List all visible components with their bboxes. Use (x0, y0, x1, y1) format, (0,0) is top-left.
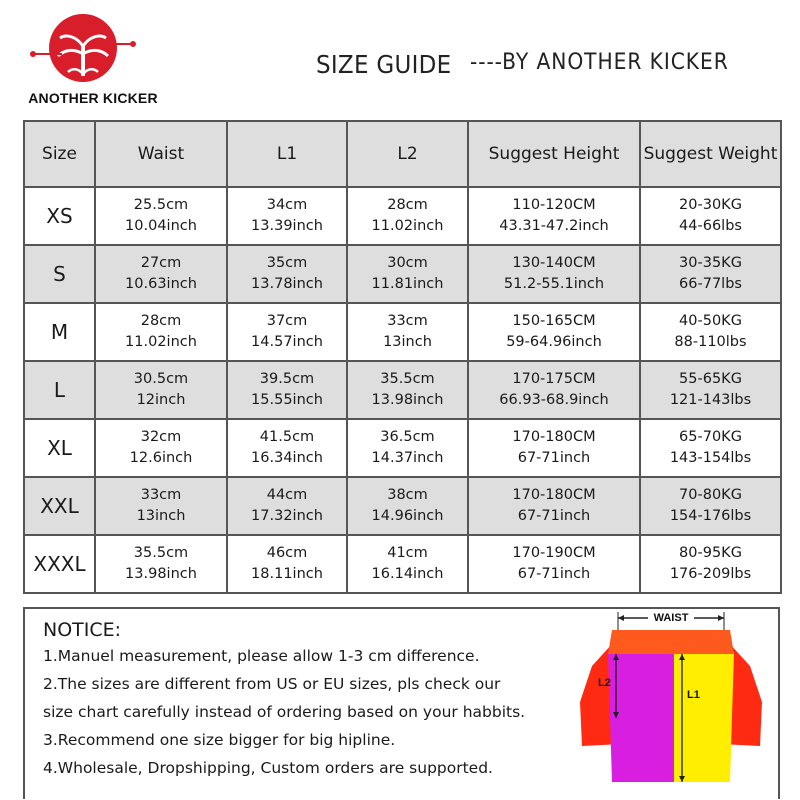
weight-cell (640, 245, 781, 303)
waist-metric: 28cm (140, 313, 182, 329)
column-header-l1: L1 (227, 121, 347, 187)
table-header-row (24, 121, 781, 187)
weight-imperial: 44-66lbs (679, 218, 742, 234)
l2-cell (347, 187, 468, 245)
waist-metric: 32cm (140, 429, 182, 445)
height-cell (468, 245, 640, 303)
left-leg-panel (608, 652, 674, 782)
l2-imperial: 16.14inch (371, 566, 444, 582)
l2-cell (347, 477, 468, 535)
l2-cell (347, 535, 468, 593)
weight-metric: 55-65KG (679, 371, 742, 387)
page-subtitle: ----BY ANOTHER KICKER (470, 50, 729, 75)
l1-metric: 44cm (266, 487, 308, 503)
l1-imperial: 14.57inch (251, 334, 323, 350)
size-cell: S (24, 245, 95, 303)
l1-metric: 39.5cm (259, 371, 315, 387)
table-row (24, 361, 781, 419)
weight-cell (640, 477, 781, 535)
l2-metric: 35.5cm (380, 371, 435, 387)
l1-cell (227, 245, 347, 303)
notice-line: 4.Wholesale, Dropshipping, Custom orders are supported. (43, 759, 493, 777)
l2-imperial: 11.81inch (371, 276, 444, 292)
l2-imperial: 13.98inch (371, 392, 444, 408)
height-metric: 170-180CM (512, 487, 596, 503)
weight-metric: 40-50KG (679, 313, 742, 329)
tree-logo-icon (30, 14, 136, 86)
table-row (24, 419, 781, 477)
l2-metric: 36.5cm (380, 429, 435, 445)
size-cell: L (24, 361, 95, 419)
waist-cell (95, 187, 227, 245)
waist-imperial: 10.63inch (125, 276, 197, 292)
height-imperial: 51.2-55.1inch (503, 276, 605, 292)
column-header-weight: Suggest Weight (640, 121, 781, 187)
table-row (24, 303, 781, 361)
column-header-l2: L2 (347, 121, 468, 187)
l1-cell (227, 477, 347, 535)
l2-imperial: 14.37inch (371, 450, 444, 466)
l1-imperial: 13.78inch (251, 276, 323, 292)
waist-label: WAIST (653, 612, 689, 624)
waist-imperial: 13inch (136, 508, 186, 524)
notice-line: size chart carefully instead of ordering based on your habbits. (43, 703, 526, 721)
column-header-height: Suggest Height (468, 121, 640, 187)
notice-line: 3.Recommend one size bigger for big hipline. (43, 731, 396, 749)
l1-metric: 34cm (266, 197, 308, 213)
height-imperial: 43.31-47.2inch (499, 218, 609, 234)
l1-cell (227, 187, 347, 245)
notice-line: 2.The sizes are different from US or EU sizes, pls check our (43, 675, 501, 693)
l1-imperial: 15.55inch (251, 392, 323, 408)
weight-metric: 80-95KG (679, 545, 742, 561)
waist-imperial: 12inch (136, 392, 186, 408)
waist-cell (95, 303, 227, 361)
l2-metric: 33cm (387, 313, 428, 329)
weight-imperial: 176-209lbs (669, 566, 752, 582)
l1-metric: 41.5cm (259, 429, 315, 445)
waist-metric: 30.5cm (133, 371, 189, 387)
waist-metric: 27cm (140, 255, 182, 271)
l2-cell (347, 361, 468, 419)
column-header-size: Size (24, 121, 95, 187)
weight-imperial: 66-77lbs (679, 276, 742, 292)
l1-imperial: 17.32inch (251, 508, 323, 524)
waist-cell (95, 535, 227, 593)
l2-cell (347, 245, 468, 303)
height-imperial: 67-71inch (517, 508, 591, 524)
height-cell (468, 477, 640, 535)
waist-cell (95, 419, 227, 477)
size-cell: XXL (24, 477, 95, 535)
size-cell: XS (24, 187, 95, 245)
table-row (24, 187, 781, 245)
column-header-waist: Waist (95, 121, 227, 187)
l2-imperial: 13inch (383, 334, 432, 350)
weight-metric: 70-80KG (679, 487, 742, 503)
l1-cell (227, 361, 347, 419)
l1-metric: 37cm (266, 313, 308, 329)
weight-imperial: 88-110lbs (674, 334, 747, 350)
l1-imperial: 16.34inch (251, 450, 323, 466)
weight-cell (640, 303, 781, 361)
weight-imperial: 143-154lbs (669, 450, 752, 466)
weight-imperial: 121-143lbs (669, 392, 752, 408)
l2-cell (347, 419, 468, 477)
l1-cell (227, 419, 347, 477)
l1-cell (227, 535, 347, 593)
height-metric: 170-180CM (512, 429, 596, 445)
l2-label: L2 (598, 677, 611, 689)
l2-metric: 41cm (387, 545, 428, 561)
weight-cell (640, 187, 781, 245)
waist-imperial: 13.98inch (125, 566, 197, 582)
weight-cell (640, 535, 781, 593)
height-cell (468, 361, 640, 419)
waist-cell (95, 477, 227, 535)
height-cell (468, 419, 640, 477)
weight-imperial: 154-176lbs (669, 508, 752, 524)
l2-imperial: 11.02inch (371, 218, 444, 234)
height-imperial: 59-64.96inch (506, 334, 602, 350)
height-cell (468, 535, 640, 593)
table-row (24, 245, 781, 303)
waist-cell (95, 361, 227, 419)
weight-metric: 20-30KG (679, 197, 742, 213)
page-title: SIZE GUIDE (316, 50, 452, 79)
size-cell: M (24, 303, 95, 361)
l1-metric: 35cm (266, 255, 308, 271)
waistband (608, 630, 734, 654)
l2-metric: 38cm (387, 487, 428, 503)
size-cell: XL (24, 419, 95, 477)
l2-metric: 28cm (387, 197, 428, 213)
height-metric: 150-165CM (512, 313, 596, 329)
size-cell: XXXL (24, 535, 95, 593)
weight-metric: 30-35KG (679, 255, 742, 271)
size-chart-table (23, 120, 782, 594)
table-row (24, 535, 781, 593)
weight-cell (640, 361, 781, 419)
l1-imperial: 18.11inch (251, 566, 323, 582)
height-imperial: 67-71inch (517, 450, 591, 466)
notice-title: NOTICE: (43, 619, 122, 641)
waist-metric: 35.5cm (133, 545, 189, 561)
height-metric: 110-120CM (512, 197, 596, 213)
height-metric: 170-190CM (512, 545, 596, 561)
l2-imperial: 14.96inch (371, 508, 444, 524)
waist-imperial: 12.6inch (129, 450, 193, 466)
table-row (24, 477, 781, 535)
notice-line: 1.Manuel measurement, please allow 1-3 cm difference. (43, 647, 480, 665)
brand-name: ANOTHER KICKER (28, 90, 158, 106)
shorts-measurement-diagram (562, 606, 772, 796)
right-leg-panel (674, 652, 734, 782)
height-cell (468, 187, 640, 245)
waist-metric: 33cm (140, 487, 182, 503)
waist-imperial: 10.04inch (125, 218, 197, 234)
waist-imperial: 11.02inch (125, 334, 197, 350)
height-metric: 170-175CM (512, 371, 596, 387)
l1-cell (227, 303, 347, 361)
l1-metric: 46cm (266, 545, 308, 561)
height-metric: 130-140CM (512, 255, 596, 271)
height-imperial: 66.93-68.9inch (499, 392, 609, 408)
brand-logo (18, 14, 158, 110)
weight-metric: 65-70KG (679, 429, 742, 445)
weight-cell (640, 419, 781, 477)
height-cell (468, 303, 640, 361)
l1-label: L1 (687, 689, 700, 701)
waist-metric: 25.5cm (133, 197, 189, 213)
l2-cell (347, 303, 468, 361)
height-imperial: 67-71inch (517, 566, 591, 582)
l1-imperial: 13.39inch (251, 218, 323, 234)
l2-metric: 30cm (387, 255, 428, 271)
waist-cell (95, 245, 227, 303)
